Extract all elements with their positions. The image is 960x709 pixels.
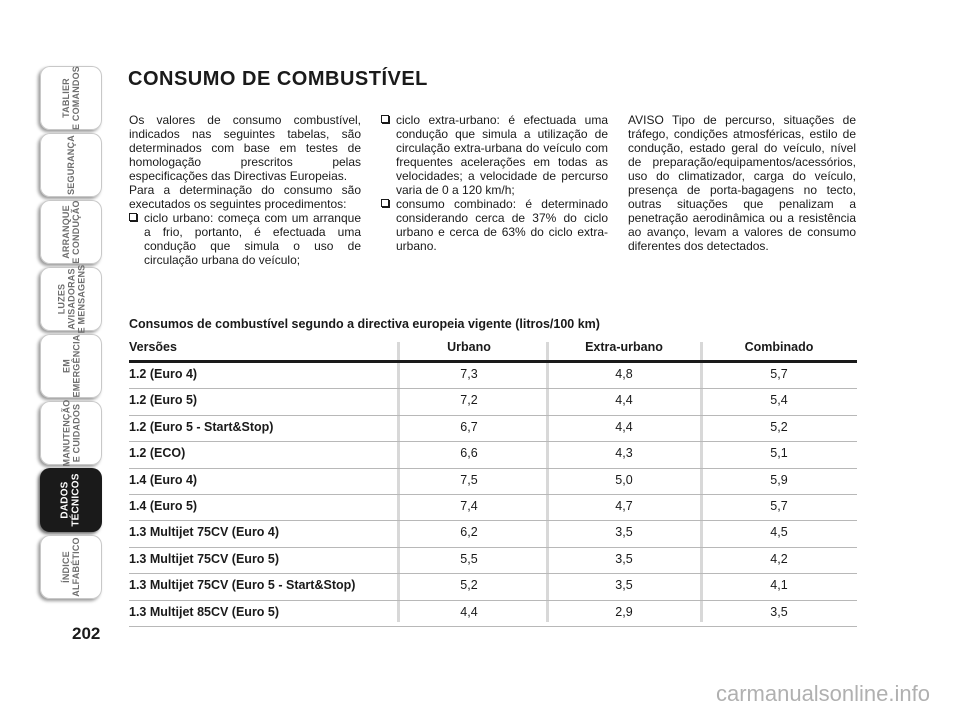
value-cell: 4,2 (770, 551, 788, 566)
tab-seguranca[interactable] (40, 133, 102, 197)
bullet-combined (381, 197, 608, 253)
header-urbano: Urbano (447, 340, 491, 354)
value-cell: 3,5 (615, 525, 633, 540)
value-cell: 7,3 (460, 367, 478, 381)
value-cell: 5,5 (460, 551, 478, 566)
version-cell: 1.2 (Euro 5) (129, 393, 198, 408)
tab-label: LUZES AVISADORAS E MENSAGENS (56, 264, 86, 334)
checkbox-bullet-icon (129, 213, 137, 221)
value-cell: 6,6 (460, 446, 478, 461)
value-cell: 6,2 (460, 525, 478, 540)
value-cell: 3,5 (615, 551, 633, 566)
value-cell: 5,1 (770, 446, 788, 461)
value-cell: 4,4 (615, 419, 633, 434)
value-cell: 4,8 (615, 367, 633, 381)
tab-tablier-comandos[interactable] (40, 66, 102, 130)
value-cell: 7,5 (460, 472, 478, 487)
value-cell: 6,7 (460, 419, 478, 434)
intro-paragraph: Os valores de consumo combustível, indicados nas seguintes tabelas, são determinados com base em testes de homologação prescritos pelas especificações das Directivas Europeias. (129, 113, 361, 183)
tab-arranque-conducao[interactable] (40, 200, 102, 264)
value-cell: 5,4 (770, 393, 788, 408)
table-row (129, 601, 857, 627)
bullet-text: consumo combinado: é determinado considerando cerca de 37% do ciclo urbano e cerca de 63% do ciclo extra-urbano. (396, 197, 608, 253)
value-cell: 2,9 (615, 604, 633, 619)
bullet-text: ciclo urbano: começa com um arranque a frio, portanto, é efectuada uma condução que simula o uso de circulação urbana do veículo; (144, 211, 361, 267)
tab-indice-alfabetico[interactable] (40, 535, 102, 599)
table-row (129, 495, 857, 521)
tab-label: ARRANQUE E CONDUÇÃO (61, 200, 82, 264)
version-cell: 1.3 Multijet 85CV (Euro 5) (129, 604, 280, 619)
table-row (129, 469, 857, 495)
version-cell: 1.4 (Euro 4) (129, 472, 198, 487)
text-column-3 (628, 113, 856, 253)
header-extra-urbano: Extra-urbano (585, 340, 663, 354)
version-cell: 1.2 (Euro 5 - Start&Stop) (129, 419, 274, 434)
value-cell: 5,7 (770, 498, 788, 513)
watermark: carmanualsonline.info (715, 681, 930, 706)
page-title: CONSUMO DE COMBUSTÍVEL (128, 68, 428, 90)
version-cell: 1.4 (Euro 5) (129, 498, 198, 513)
bullet-urban-cycle (129, 211, 361, 267)
version-cell: 1.3 Multijet 75CV (Euro 4) (129, 525, 280, 540)
bullet-text: ciclo extra-urbano: é efectuada uma condução que simula a utilização de circulação extra-urbana do veículo com frequentes acelerações em todas as velocidades; a velocidade de percurso varia de 0 a 120 km/h; (396, 113, 608, 197)
header-versoes: Versões (129, 340, 177, 354)
tab-em-emergencia[interactable] (40, 334, 102, 398)
table-row (129, 363, 857, 389)
table-row (129, 548, 857, 574)
value-cell: 3,5 (770, 604, 788, 619)
version-cell: 1.2 (ECO) (129, 446, 186, 461)
checkbox-bullet-icon (381, 115, 389, 123)
text-column-2 (381, 113, 608, 253)
bullet-extra-urban-cycle (381, 113, 608, 197)
tab-label: SEGURANÇA (66, 135, 76, 195)
value-cell: 5,2 (460, 578, 478, 593)
table-row (129, 521, 857, 547)
tab-dados-tecnicos[interactable] (40, 468, 102, 532)
section-tabs (40, 66, 102, 602)
value-cell: 4,7 (615, 498, 633, 513)
value-cell: 5,7 (770, 367, 788, 381)
tab-label: TABLIER E COMANDOS (61, 65, 82, 131)
value-cell: 7,4 (460, 498, 478, 513)
value-cell: 5,2 (770, 419, 788, 434)
version-cell: 1.3 Multijet 75CV (Euro 5) (129, 551, 280, 566)
table-title: Consumos de combustível segundo a directiva europeia vigente (litros/100 km) (129, 317, 600, 331)
version-cell: 1.2 (Euro 4) (129, 367, 198, 381)
text-column-1 (129, 113, 361, 267)
version-cell: 1.3 Multijet 75CV (Euro 5 - Start&Stop) (129, 578, 356, 593)
warning-paragraph: AVISO Tipo de percurso, situações de tráfego, condições atmosféricas, estilo de condução, estado geral do veículo, nível de preparação/equipamentos/acessórios, uso do climatizador, carga do veículo, presença de porta-bagagens no tecto, outras situações que penalizam a penetração aerodinâmica ou a resistência ao avanço, levam a valores de consumo diferentes dos detectados. (628, 113, 856, 253)
table-body (129, 363, 857, 627)
tab-manutencao-cuidados[interactable] (40, 401, 102, 465)
header-combinado: Combinado (744, 340, 814, 354)
tab-label: DADOS TÉCNICOS (60, 473, 82, 527)
value-cell: 5,0 (615, 472, 633, 487)
procedures-paragraph: Para a determinação do consumo são executados os seguintes procedimentos: (129, 183, 361, 211)
value-cell: 4,4 (615, 393, 633, 408)
consumption-table (129, 338, 857, 627)
value-cell: 7,2 (460, 393, 478, 408)
tab-label: ÍNDICE ALFABÉTICO (61, 537, 81, 597)
page-number: 202 (72, 624, 101, 643)
tab-luzes-avisadoras[interactable] (40, 264, 102, 334)
value-cell: 4,1 (770, 578, 788, 593)
tab-label: EM EMERGÊNCIA (61, 334, 82, 398)
table-header (129, 338, 857, 363)
value-cell: 4,5 (770, 525, 788, 540)
tab-label: MANUTENÇÃO E CUIDADOS (61, 399, 81, 467)
value-cell: 4,4 (460, 604, 478, 619)
value-cell: 3,5 (615, 578, 633, 593)
table-row (129, 416, 857, 442)
value-cell: 5,9 (770, 472, 788, 487)
table-row (129, 389, 857, 415)
checkbox-bullet-icon (381, 199, 389, 207)
table-row (129, 442, 857, 468)
value-cell: 4,3 (615, 446, 633, 461)
table-row (129, 574, 857, 600)
